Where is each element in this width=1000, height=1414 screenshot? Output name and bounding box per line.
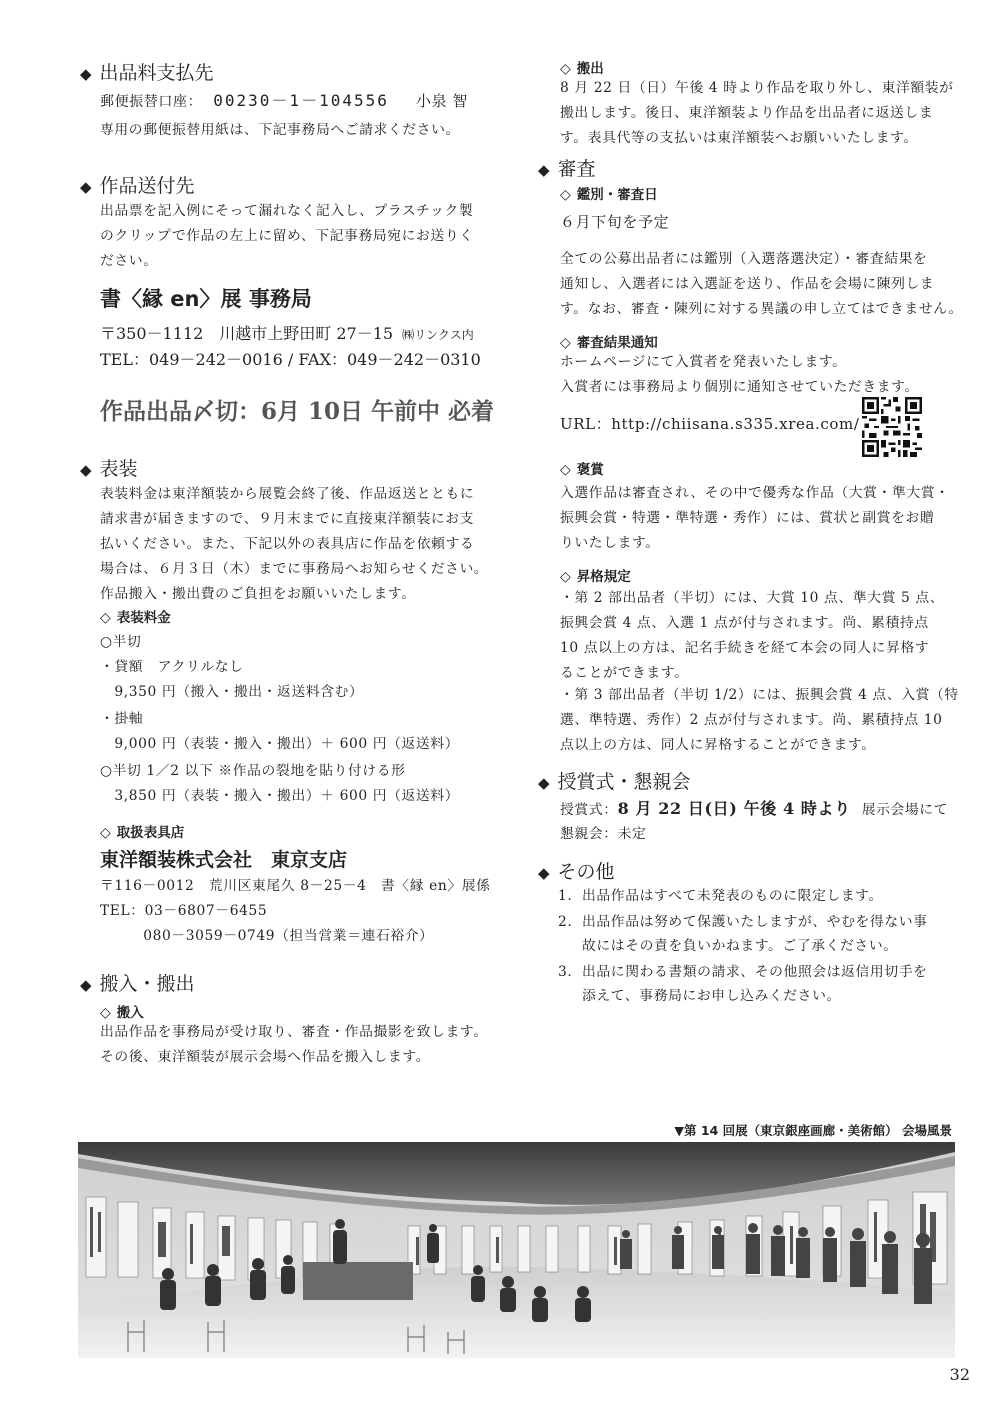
list-item: 2. 出品作品は努めて保護いたしますが、やむを得ない事 — [558, 914, 928, 930]
result-subheading: ◇ 審査結果通知 — [560, 335, 658, 351]
mount-fee-list: ○半切 ・貸額 アクリルなし 9,350 円（搬入・搬出・返送料含む） ・掛軸 9,000 円（表装・搬入・搬出）＋ 600 円（返送料） ○半切 1／2 以下 ※作品の裂地を貼り付ける形 3,850 円（表装・搬入・搬出）＋ 600 円（返送料） — [100, 634, 460, 804]
transport-in-subheading: ◇ 搬入 — [100, 1005, 144, 1021]
ceremony-heading: ◆ 授賞式・懇親会 — [538, 771, 691, 793]
fee-heading: ◆ 出品料支払先 — [80, 62, 214, 84]
list-item: 3. 出品に関わる書類の請求、その他照会は返信用切手を — [558, 964, 928, 980]
other-list: 1. 出品作品はすべて未発表のものに限定します。 2. 出品作品は努めて保護いたしますが、やむを得ない事 故にはその責を負いかねます。ご了承ください。 3. 出品に関わる書類の請求、その他照会は返信用切手を 添えて、事務局にお申し込みください。 — [558, 884, 928, 1008]
result-text: ホームページにて入賞者を発表いたします。 入賞者には事務局より個別に通知させていただきます。 — [560, 354, 919, 395]
account-number: 00230－1－104556 — [213, 91, 389, 110]
mount-heading: ◆ 表装 — [80, 458, 138, 480]
office-address: 〒350－1112 川越市上野田町 27－15 ㈱リンクス内 — [100, 324, 474, 343]
qr-code-icon[interactable] — [862, 397, 922, 457]
judge-heading: ◆ 審査 — [538, 158, 596, 180]
promotion-subheading: ◇ 昇格規定 — [560, 569, 631, 585]
shop-subheading: ◇ 取扱表具店 — [100, 825, 185, 841]
other-heading: ◆ その他 — [538, 861, 615, 883]
prize-subheading: ◇ 褒賞 — [560, 462, 604, 478]
award-row: 授賞式：8 月 22 日(日) 午後 4 時より 展示会場にて — [560, 799, 949, 818]
judge-text: 全ての公募出品者には鑑別（入選落選決定）・審査結果を 通知し、入選者には入選証を送り、作品を会場に陳列しま す。なお、審査・陳列に対する異議の申し立てはできません。 — [560, 251, 963, 317]
deadline: 作品出品〆切：6月 10日 午前中 必着 — [100, 398, 495, 425]
mount-text: 表装料金は東洋額装から展覧会終了後、作品返送とともに 請求書が届きますので、９月末までに直接東洋額装にお支 払いください。また、下記以外の表具店に作品を依頼する 場合は、６月３日（木）までに事務局へお知らせください。 作品搬入・搬出費のご負担をお願いいたします。 — [100, 486, 489, 602]
transport-heading: ◆ 搬入・搬出 — [80, 973, 195, 995]
party: 懇親会：未定 — [560, 826, 647, 842]
account-label: 郵便振替口座： — [100, 94, 203, 110]
page-number: 32 — [949, 1365, 970, 1384]
exhibition-photo — [78, 1142, 955, 1358]
promotion-text-a: ・第 2 部出品者（半切）には、大賞 10 点、準大賞 5 点、 振興会賞 4 点、入選 1 点が付与されます。尚、累積持点 10 点以上の方は、記名手続きを経て本会の同人に昇格す ることができます。 — [560, 590, 945, 681]
out-text: 8 月 22 日（日）午後 4 時より作品を取り外し、東洋額装が 搬出します。後日、東洋額装より作品を出品者に返送しま す。表具代等の支払いは東洋額装へお願いいたします。 — [560, 80, 954, 146]
promotion-text-b: ・第 3 部出品者（半切 1/2）には、振興会賞 4 点、入賞（特 選、準特選、秀作）2 点が付与されます。尚、累積持点 10 点以上の方は、同人に昇格することができます。 — [560, 687, 959, 753]
office-tel-fax: TEL：049－242－0016 / FAX：049－242－0310 — [100, 350, 481, 369]
send-heading: ◆ 作品送付先 — [80, 175, 195, 197]
photo-caption: ▼第 14 回展（東京銀座画廊・美術館） 会場風景 — [674, 1123, 952, 1138]
url-link[interactable]: URL：http://chiisana.s335.xrea.com/ — [560, 415, 860, 433]
account-row — [100, 88, 468, 115]
prize-text: 入選作品は審査され、その中で優秀な作品（大賞・準大賞・ 振興会賞・特選・準特選・秀作）には、賞状と副賞をお贈 りいたします。 — [560, 485, 950, 551]
list-item: 1. 出品作品はすべて未発表のものに限定します。 — [558, 888, 883, 904]
send-text: 出品票を記入例にそって漏れなく記入し、プラスチック製 のクリップで作品の左上に留め、下記事務局宛にお送りく ださい。 — [100, 203, 474, 269]
judge-date-subheading: ◇ 鑑別・審査日 — [560, 187, 658, 203]
account-name: 小泉 智 — [415, 92, 469, 110]
shop-name: 東洋額装株式会社 東京支店 — [100, 849, 348, 871]
office-name: 書〈縁 en〉展 事務局 — [100, 287, 312, 311]
transport-in-text: 出品作品を事務局が受け取り、審査・作品撮影を致します。 その後、東洋額装が展示会場へ作品を搬入します。 — [100, 1024, 488, 1065]
shop-contact: 〒116－0012 荒川区東尾久 8－25－4 書〈縁 en〉展係 TEL：03－6807－6455 080－3059－0749（担当営業＝連石裕介） — [100, 878, 491, 944]
mount-fee-subheading: ◇ 表装料金 — [100, 610, 171, 626]
judge-date: ６月下旬を予定 — [560, 213, 670, 231]
fee-note: 専用の郵便振替用紙は、下記事務局へご請求ください。 — [100, 122, 460, 138]
out-subheading: ◇ 搬出 — [560, 61, 604, 77]
